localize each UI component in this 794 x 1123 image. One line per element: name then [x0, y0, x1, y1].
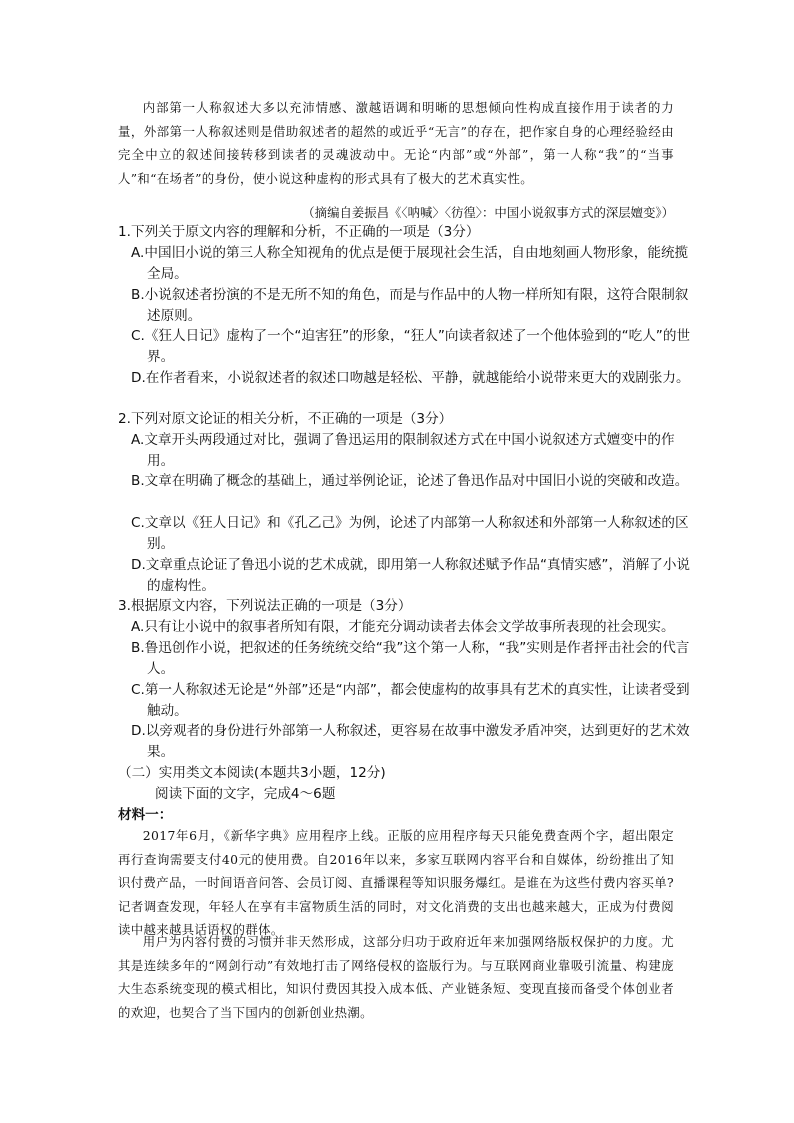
question-3-option-b: B.鲁迅创作小说，把叙述的任务统统交给“我”这个第一人称，“我”实则是作者抨击社会的代言人。 — [131, 640, 690, 677]
section-2-instruction: 阅读下面的文字，完成4～6题 — [155, 786, 336, 802]
question-2-option-b: B.文章在明确了概念的基础上，通过举例论证，论述了鲁迅作品对中国旧小说的突破和改造。 — [131, 473, 689, 489]
material-1-paragraph-2: 用户为内容付费的习惯并非天然形成，这部分归功于政府近年来加强网络版权保护的力度。尤其是连续多年的“网剑行动”有效地打击了网络侵权的盗版行为。与互联网商业靠吸引流量、构建庞大生态系统变现的模式相比，知识付费因其投入成本低、产业链条短、变现直接而备受个体创业者的欢迎，也契合了当下国内的创新创业热潮。 — [118, 934, 674, 1020]
question-2-option-c: C.文章以《狂人日记》和《孔乙己》为例，论述了内部第一人称叙述和外部第一人称叙述的区别。 — [131, 515, 689, 552]
passage-source-citation: （摘编自姜振昌《〈呐喊〉〈彷徨〉：中国小说叙事方式的深层嬗变》） — [302, 205, 674, 220]
section-2-title: （二）实用类文本阅读(本题共3小题，12分) — [118, 765, 386, 781]
material-1-label: 材料一： — [118, 807, 173, 823]
question-2-option-a: A.文章开头两段通过对比，强调了鲁迅运用的限制叙述方式在中国小说叙述方式嬗变中的作用。 — [131, 432, 675, 469]
question-1-option-d: D.在作者看来，小说叙述者的叙述口吻越是轻松、平静，就越能给小说带来更大的戏剧张力。 — [131, 370, 690, 386]
question-1-stem: 1.下列关于原文内容的理解和分析，不正确的一项是（3分） — [118, 224, 480, 240]
question-1-option-b: B.小说叙述者扮演的不是无所不知的角色，而是与作品中的人物一样所知有限，这符合限制叙述原则。 — [131, 287, 689, 324]
question-2-stem: 2.下列对原文论证的相关分析，不正确的一项是（3分） — [118, 411, 453, 427]
material-1-paragraph-1: 2017年6月，《新华字典》应用程序上线。正版的应用程序每天只能免费查两个字，超出限定再行查询需要支付40元的使用费。自2016年以来，多家互联网内容平台和自媒体，纷纷推出了知识付费产品，一时间语音问答、会员订阅、直播课程等知识服务爆红。是谁在为这些付费内容买单?记者调查发现，年轻人在享有丰富物质生活的同时，对文化消费的支出也越来越大，正成为付费阅读中越来越具话语权的群体。 — [118, 828, 674, 937]
question-3-option-c: C.第一人称叙述无论是“外部”还是“内部”，都会使虚构的故事具有艺术的真实性，让读者受到触动。 — [131, 682, 690, 719]
question-2-option-d: D.文章重点论证了鲁迅小说的艺术成就，即用第一人称叙述赋予作品“真情实感”，消解了小说的虚构性。 — [131, 557, 691, 594]
question-1-option-a: A.中国旧小说的第三人称全知视角的优点是便于展现社会生活，自由地刻画人物形象，能统揽全局。 — [131, 245, 689, 282]
question-1-option-c: C.《狂人日记》虚构了一个“迫害狂”的形象，“狂人”向读者叙述了一个他体验到的“吃人”的世界。 — [131, 328, 691, 365]
passage-closing-paragraph: 内部第一人称叙述大多以充沛情感、激越语调和明晰的思想倾向性构成直接作用于读者的力量，外部第一人称叙述则是借助叙述者的超然的或近乎“无言”的存在，把作家自身的心理经验经由完全中立的叙述间接转移到读者的灵魂波动中。无论“内部”或“外部”，第一人称“我”的“当事人”和“在场者”的身份，使小说这种虚构的形式具有了极大的艺术真实性。 — [118, 100, 674, 186]
question-3-option-a: A.只有让小说中的叙事者所知有限，才能充分调动读者去体会文学故事所表现的社会现实。 — [131, 619, 675, 635]
question-3-option-d: D.以旁观者的身份进行外部第一人称叙述，更容易在故事中激发矛盾冲突，达到更好的艺术效果。 — [131, 723, 690, 760]
question-3-stem: 3.根据原文内容，下列说法正确的一项是（3分） — [118, 598, 412, 614]
